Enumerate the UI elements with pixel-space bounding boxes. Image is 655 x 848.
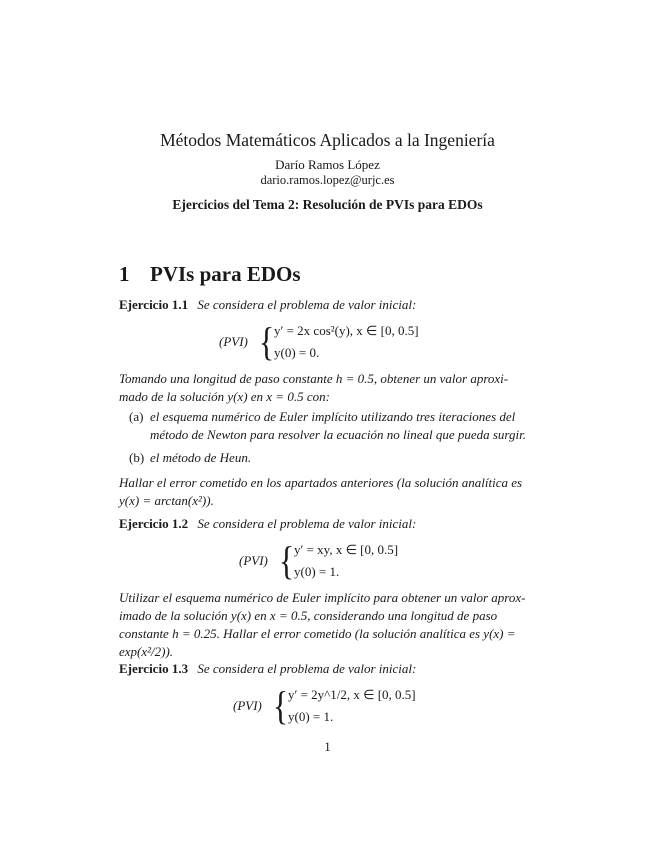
exercise-statement: Se considera el problema de valor inicial:: [197, 516, 417, 531]
ivp-label: (PVI): [219, 334, 248, 349]
ivp-initial-condition: y(0) = 0.: [274, 345, 320, 360]
exercise-label: Ejercicio 1.3: [119, 661, 189, 676]
exercise-heading: [119, 297, 416, 313]
list-item-line: método de Newton para resolver la ecuación no lineal que pueda surgir.: [150, 427, 526, 442]
page-number: 1: [324, 739, 331, 754]
exercise-label: Ejercicio 1.2: [119, 516, 189, 531]
exercise-paragraph: [119, 474, 537, 510]
list-item-line: el esquema numérico de Euler implícito utilizando tres iteraciones del: [150, 409, 516, 424]
paragraph-line: Hallar el error cometido en los apartados anteriores (la solución analítica es: [119, 475, 523, 490]
ivp-label: (PVI): [239, 553, 268, 568]
author-email: dario.ramos.lopez@urjc.es: [260, 173, 395, 187]
exercise-statement: Se considera el problema de valor inicial:: [197, 297, 417, 312]
section-heading: [119, 262, 301, 287]
exercise-heading: [119, 516, 416, 532]
ivp-equation: y′ = 2x cos²(y), x ∈ [0, 0.5]: [274, 323, 419, 338]
document-title: Métodos Matemáticos Aplicados a la Ingeniería: [160, 130, 495, 150]
exercise-paragraph: [119, 589, 537, 661]
paragraph-line: Tomando una longitud de paso constante h = 0.5, obtener un valor aproxi-: [119, 371, 509, 386]
list-item-mark: (a): [129, 409, 144, 424]
ivp-equation: y′ = 2y^1/2, x ∈ [0, 0.5]: [288, 687, 416, 702]
ivp-system: [239, 539, 429, 583]
ivp-label: (PVI): [233, 698, 262, 713]
document-subtitle: Ejercicios del Tema 2: Resolución de PVIs para EDOs: [172, 197, 483, 212]
ivp-initial-condition: y(0) = 1.: [288, 709, 334, 724]
ivp-system: [219, 320, 449, 364]
list-item: [129, 408, 537, 444]
section-title: PVIs para EDOs: [150, 262, 301, 286]
paragraph-line: exp(x²/2)).: [119, 644, 174, 659]
section-number: 1: [119, 262, 130, 286]
list-item-mark: (b): [129, 450, 145, 465]
ivp-system: [233, 684, 433, 728]
list-item: [129, 449, 537, 467]
brace-symbol: {: [278, 538, 295, 583]
exercise-heading: [119, 661, 416, 677]
exercise-label: Ejercicio 1.1: [119, 297, 189, 312]
ivp-initial-condition: y(0) = 1.: [294, 564, 340, 579]
paragraph-line: Utilizar el esquema numérico de Euler implícito para obtener un valor aprox-: [119, 590, 526, 605]
paragraph-line: y(x) = arctan(x²)).: [119, 493, 214, 508]
exercise-statement: Se considera el problema de valor inicial:: [197, 661, 417, 676]
paragraph-line: imado de la solución y(x) en x = 0.5, considerando una longitud de paso: [119, 608, 498, 623]
exercise-paragraph: [119, 370, 537, 406]
paragraph-line: mado de la solución y(x) en x = 0.5 con:: [119, 389, 330, 404]
list-item-line: el método de Heun.: [150, 450, 252, 465]
brace-symbol: {: [272, 683, 289, 728]
brace-symbol: {: [258, 319, 275, 364]
author-name: Darío Ramos López: [275, 157, 380, 172]
ivp-equation: y′ = xy, x ∈ [0, 0.5]: [294, 542, 399, 557]
paragraph-line: constante h = 0.25. Hallar el error cometido (la solución analítica es y(x) =: [119, 626, 516, 641]
